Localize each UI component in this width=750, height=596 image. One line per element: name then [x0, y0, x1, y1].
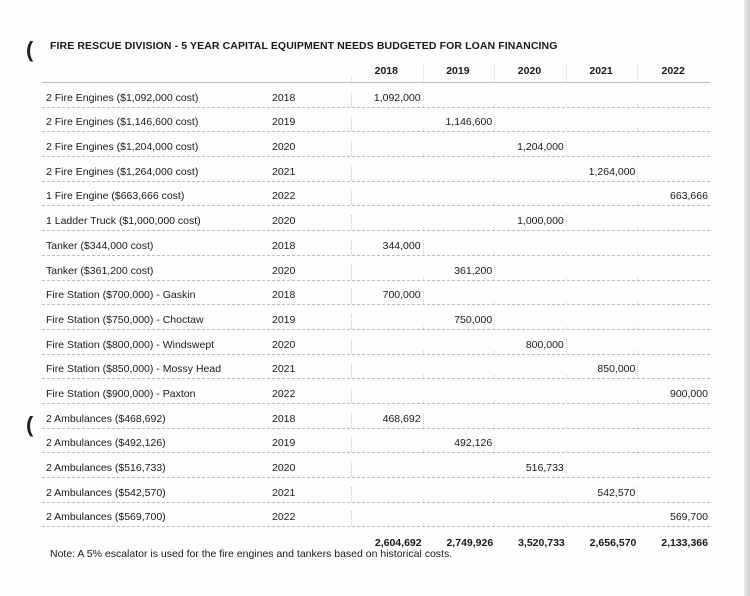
budget-amount [424, 351, 496, 354]
budget-amount [495, 202, 567, 205]
budget-amount [638, 277, 710, 280]
budget-amount [638, 499, 710, 502]
budget-amount [424, 252, 496, 255]
budget-amount [424, 104, 496, 107]
budget-amount [638, 375, 710, 378]
table-row [42, 355, 710, 380]
header-year-cell [264, 77, 352, 82]
purchase-year: 2018 [264, 92, 352, 107]
item-description: Fire Station ($700,000) - Gaskin [46, 289, 196, 302]
budget-amount [567, 425, 639, 428]
budget-amount: 800,000 [495, 339, 567, 354]
budget-table [42, 58, 710, 553]
budget-amount [567, 252, 639, 255]
table-row [42, 453, 710, 478]
budget-amount [638, 449, 710, 452]
table-row [42, 132, 710, 157]
item-description: Tanker ($361,200 cost) [46, 264, 154, 277]
purchase-year: 2020 [264, 462, 352, 477]
item-description: Fire Station ($800,000) - Windswept [46, 338, 215, 351]
budget-amount: 569,700 [670, 511, 708, 524]
budget-amount [352, 474, 424, 477]
budget-amount [638, 326, 710, 329]
purchase-year: 2020 [264, 141, 352, 156]
purchase-year: 2021 [264, 166, 352, 181]
budget-amount [567, 277, 639, 280]
budget-amount: 361,200 [424, 265, 496, 280]
budget-amount [638, 227, 710, 230]
budget-amount [567, 474, 639, 477]
budget-amount [352, 153, 424, 156]
budget-amount: 850,000 [567, 363, 639, 378]
total-value: 2,604,692 [374, 537, 422, 550]
budget-amount [424, 400, 496, 403]
item-description: 2 Fire Engines ($1,092,000 cost) [46, 91, 199, 104]
budget-amount [495, 104, 567, 107]
item-description: Tanker ($344,000 cost) [46, 239, 154, 252]
budget-amount [495, 523, 567, 526]
budget-amount [638, 153, 710, 156]
purchase-year: 2020 [264, 339, 352, 354]
footnote: Note: A 5% escalator is used for the fire engines and tankers based on historical costs. [50, 548, 453, 560]
header-item-cell [42, 77, 264, 82]
budget-amount [352, 523, 424, 526]
purchase-year: 2022 [264, 511, 352, 526]
item-description: 2 Fire Engines ($1,264,000 cost) [46, 165, 199, 178]
budget-amount [424, 523, 496, 526]
table-row [42, 478, 710, 503]
item-description: Fire Station ($750,000) - Choctaw [46, 313, 204, 326]
table-row [42, 429, 710, 454]
budget-amount [352, 400, 424, 403]
budget-amount [567, 449, 639, 452]
budget-amount [424, 499, 496, 502]
column-header: 2022 [661, 65, 685, 77]
budget-amount [352, 499, 424, 502]
budget-amount [495, 277, 567, 280]
purchase-year: 2018 [264, 240, 352, 255]
table-row [42, 182, 710, 207]
budget-amount [567, 301, 639, 304]
budget-amount [567, 227, 639, 230]
budget-amount [495, 301, 567, 304]
table-row [42, 503, 710, 528]
total-value: 2,749,926 [446, 537, 494, 550]
budget-amount [495, 400, 567, 403]
purchase-year: 2021 [264, 487, 352, 502]
document-title: FIRE RESCUE DIVISION - 5 YEAR CAPITAL EQUIPMENT NEEDS BUDGETED FOR LOAN FINANCING [50, 40, 558, 52]
purchase-year: 2019 [264, 116, 352, 131]
budget-amount [352, 375, 424, 378]
budget-amount [352, 351, 424, 354]
budget-amount [424, 474, 496, 477]
budget-amount: 1,092,000 [352, 92, 424, 107]
budget-amount [567, 104, 639, 107]
purchase-year: 2018 [264, 413, 352, 428]
budget-amount [567, 128, 639, 131]
table-row [42, 157, 710, 182]
table-row [42, 206, 710, 231]
purchase-year: 2021 [264, 363, 352, 378]
budget-amount [638, 351, 710, 354]
budget-amount [638, 301, 710, 304]
budget-amount [352, 449, 424, 452]
budget-amount [495, 449, 567, 452]
budget-amount [352, 178, 424, 181]
purchase-year: 2018 [264, 289, 352, 304]
budget-amount [495, 128, 567, 131]
table-row [42, 108, 710, 133]
budget-amount [495, 326, 567, 329]
budget-amount [424, 202, 496, 205]
budget-amount: 468,692 [352, 413, 424, 428]
purchase-year: 2020 [264, 265, 352, 280]
column-header: 2018 [352, 65, 424, 82]
purchase-year: 2019 [264, 314, 352, 329]
budget-amount [352, 326, 424, 329]
budget-amount [495, 375, 567, 378]
scan-bracket-mark: ( [26, 37, 34, 62]
budget-amount [424, 301, 496, 304]
budget-amount: 700,000 [352, 289, 424, 304]
budget-amount [567, 153, 639, 156]
budget-amount [424, 425, 496, 428]
budget-amount [424, 153, 496, 156]
table-row [42, 305, 710, 330]
budget-amount: 1,204,000 [495, 141, 567, 156]
column-header: 2020 [495, 65, 567, 82]
table-row [42, 281, 710, 306]
budget-amount [495, 499, 567, 502]
item-description: 2 Ambulances ($468,692) [46, 412, 166, 425]
total-value: 2,656,570 [589, 537, 637, 550]
table-row [42, 256, 710, 281]
budget-amount: 542,570 [567, 487, 639, 502]
budget-amount [567, 351, 639, 354]
budget-amount: 492,126 [424, 437, 496, 452]
item-description: Fire Station ($900,000) - Paxton [46, 387, 196, 400]
budget-amount [424, 178, 496, 181]
item-description: 1 Ladder Truck ($1,000,000 cost) [46, 215, 201, 228]
budget-amount: 900,000 [670, 387, 708, 400]
scan-bracket-mark: ( [26, 412, 34, 437]
item-description: 2 Fire Engines ($1,204,000 cost) [46, 141, 199, 154]
purchase-year: 2020 [264, 215, 352, 230]
budget-amount: 663,666 [670, 190, 708, 203]
item-description: Fire Station ($850,000) - Mossy Head [46, 363, 222, 376]
budget-amount [638, 252, 710, 255]
table-row [42, 83, 710, 108]
budget-amount: 516,733 [495, 462, 567, 477]
table-row [42, 231, 710, 256]
budget-amount: 1,146,600 [424, 116, 496, 131]
column-header: 2019 [424, 65, 496, 82]
item-description: 2 Ambulances ($492,126) [46, 437, 166, 450]
page-edge-shadow [744, 0, 750, 596]
budget-amount [424, 375, 496, 378]
budget-amount [352, 227, 424, 230]
budget-amount [638, 474, 710, 477]
item-description: 2 Ambulances ($516,733) [46, 462, 166, 474]
budget-amount [352, 277, 424, 280]
total-value: 3,520,733 [518, 537, 565, 550]
column-header: 2021 [567, 65, 639, 82]
budget-amount [638, 178, 710, 181]
budget-amount [638, 425, 710, 428]
purchase-year: 2022 [264, 190, 352, 205]
budget-amount [352, 128, 424, 131]
purchase-year: 2019 [264, 437, 352, 452]
budget-amount [495, 252, 567, 255]
budget-amount [495, 178, 567, 181]
budget-amount: 1,000,000 [495, 215, 567, 230]
budget-amount [638, 128, 710, 131]
table-header-row [42, 58, 710, 83]
purchase-year: 2022 [264, 388, 352, 403]
budget-amount [638, 104, 710, 107]
item-description: 2 Ambulances ($542,570) [46, 486, 166, 499]
table-body [42, 83, 710, 527]
budget-amount: 750,000 [424, 314, 496, 329]
budget-amount [352, 202, 424, 205]
budget-amount [567, 400, 639, 403]
budget-amount [567, 326, 639, 329]
budget-amount: 344,000 [352, 240, 424, 255]
item-description: 1 Fire Engine ($663,666 cost) [46, 190, 185, 203]
total-value: 2,133,366 [661, 537, 708, 550]
table-row [42, 330, 710, 355]
budget-amount [424, 227, 496, 230]
budget-amount: 1,264,000 [567, 166, 639, 181]
table-row [42, 404, 710, 429]
table-row [42, 379, 710, 404]
item-description: 2 Fire Engines ($1,146,600 cost) [46, 116, 199, 129]
budget-amount [567, 202, 639, 205]
budget-amount [567, 523, 639, 526]
budget-amount [495, 425, 567, 428]
item-description: 2 Ambulances ($569,700) [46, 511, 166, 524]
